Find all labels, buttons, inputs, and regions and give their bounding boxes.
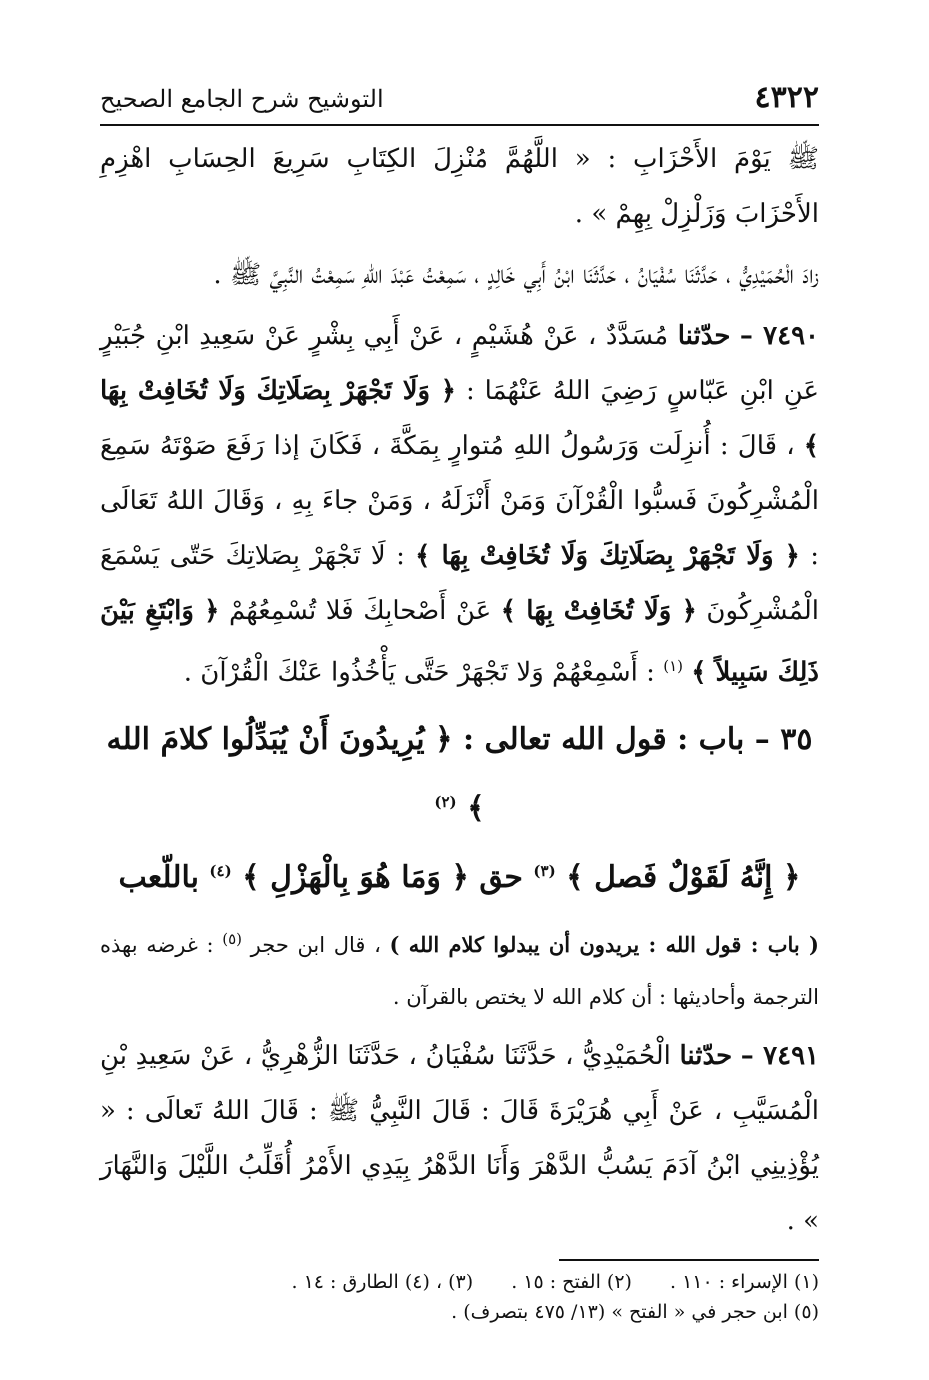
chapter-verse: حق ﴿ وَمَا هُوَ بِالْهَزْلِ ﴾ [242,859,523,895]
chapter-title: ٣٥ – باب : قول الله تعالى : ﴿ يُرِيدُونَ أَنْ يُبَدِّلُوا كلامَ الله ﴾ [106,721,813,826]
commentary-chapter-quote: ( باب : قول الله : يريدون أن يبدلوا كلام الله ) [389,931,819,957]
footnote-5: (٥) ابن حجر في « الفتح » (١٣/ ٤٧٥ بتصرف) . [451,1300,819,1323]
quran-verse: ﴿ وَلَا تَجْهَرْ بِصَلَاتِكَ وَلَا تُخَافِتْ بِهَا ﴾ [415,541,800,571]
quran-verse: ﴿ وَابْتَغِ بَيْنَ ذَلِكَ سَبِيلاً ﴾ [100,596,819,688]
chapter-verse: ﴿ إِنَّهُ لَقَوْلٌ فَصل ﴾ [566,859,801,895]
footnote-line-1 [100,1267,819,1297]
footnote-line-2 [100,1297,819,1327]
hadith-lead: حدّثنا [677,321,731,351]
hadith-text: : لَا تَجْهَرْ بِصَلاتِكَ حَتّى يَسْمَعَ الْمُشْرِكُونَ [100,541,820,626]
chapter-heading-line-1 [100,709,819,840]
hadith-7491 [100,1029,819,1249]
footnote-3-4: (٣) ، (٤) الطارق : ١٤ . [291,1270,474,1293]
book-page [100,80,819,1340]
chapter-heading [100,709,819,909]
quran-verse: ﴿ وَلَا تَجْهَرْ بِصَلَاتِكَ وَلَا تُخَافِتْ بِهَا ﴾ [100,376,820,461]
footnotes [100,1267,819,1327]
hadith-lead: حدّثنا [679,1040,733,1071]
page-number: ٤٣٢٢ [754,80,819,115]
hadith-number: ٧٤٩١ – [740,1040,820,1071]
quran-verse: ﴿ وَلَا تُخَافِتْ بِهَا ﴾ [500,596,697,626]
hadith-text: : أَسْمِعْهُمْ وَلا تَجْهَرْ حَتَّى يَأْخُذُوا عَنْكَ الْقُرْآنَ . [183,657,655,688]
commentary-text: ، قال ابن حجر [250,932,381,957]
running-title: التوشيح شرح الجامع الصحيح [100,85,384,113]
footnote-ref: (٢) [434,792,457,811]
footnote-ref: (١) [663,657,683,675]
paragraph-ziyada: زادَ الْحُمَيْدِيُّ ، حَدَّثَنَا سُفْيَانُ ، حَدَّثَنَا ابْنُ أَبِي خَالِدٍ ، سَمِعْتُ عَبْدَ اللهِ سَمِعْتُ النَّبِيَّ ﷺ . [213,260,819,290]
footnote-rule [559,1259,819,1261]
hadith-text: ، قَالَ : أُنزِلَت وَرَسُولُ اللهِ مُتوارٍ بِمَكَّةَ ، فَكَانَ إذا رَفَعَ صَوْتَهُ سَمِعَ الْمُشْرِكُونَ فَسبُّوا الْقُرْآنَ وَمَنْ أَنْزَلَهُ ، وَمَنْ جاءَ بِهِ ، وَقَالَ اللهُ تَعَالَى : [100,431,819,571]
footnote-2: (٢) الفتح : ١٥ . [511,1270,632,1293]
hadith-number: ٧٤٩٠ – [739,321,820,351]
commentary-text: : غرضه بهذه الترجمة وأحاديثها : أن كلام الله لا يختص بالقرآن . [100,932,819,1009]
chapter-verse: باللّعب [118,859,199,895]
commentary-paragraph [100,913,819,1023]
footnote-ref: (٣) [533,861,556,880]
footnote-ref: (٥) [222,929,243,948]
hadith-text: عَنْ أَصْحابِكَ فَلا تُسْمِعُهُمْ [228,596,492,626]
footnote-1: (١) الإسراء : ١١٠ . [669,1270,819,1293]
footnote-ref: (٤) [209,861,232,880]
paragraph-hadith-end: ﷺ يَوْمَ الأَحْزَابِ : « اللَّهُمَّ مُنْزِلَ الكِتَابِ سَرِيعَ الحِسَابِ اهْزِمِ الأَحْزَابَ وَزَلْزِلْ بِهِمْ » . [100,144,819,229]
hadith-text: الْحُمَيْدِيُّ ، حَدَّثَنَا سُفْيَانُ ، حَدَّثَنَا الزُّهْرِيُّ ، عَنْ سَعِيدِ بْنِ الْمُسَيَّبِ ، عَنْ أَبِي هُرَيْرَةَ قَالَ : قَالَ النَّبِيُّ ﷺ : قَالَ اللهُ تَعالَى : « يُؤْذِينِي ابْنُ آدَمَ يَسُبُّ الدَّهْرَ وَأَنَا الدَّهْرُ بِيَدِي الأَمْرُ أُقَلِّبُ اللَّيْلَ وَالنَّهَارَ » . [100,1040,819,1236]
page-header [100,80,819,124]
chapter-heading-line-2 [100,840,819,909]
header-rule [100,124,819,126]
hadith-7490 [100,309,819,701]
hadith-text: مُسَدَّدٌ ، عَنْ هُشَيْمٍ ، عَنْ أَبِي بِشْرٍ عَنْ سَعِيدِ ابْنِ جُبَيْرٍ عَنِ ابْنِ عَبّاسٍ رَضِيَ اللهُ عَنْهُمَا : [100,321,820,406]
